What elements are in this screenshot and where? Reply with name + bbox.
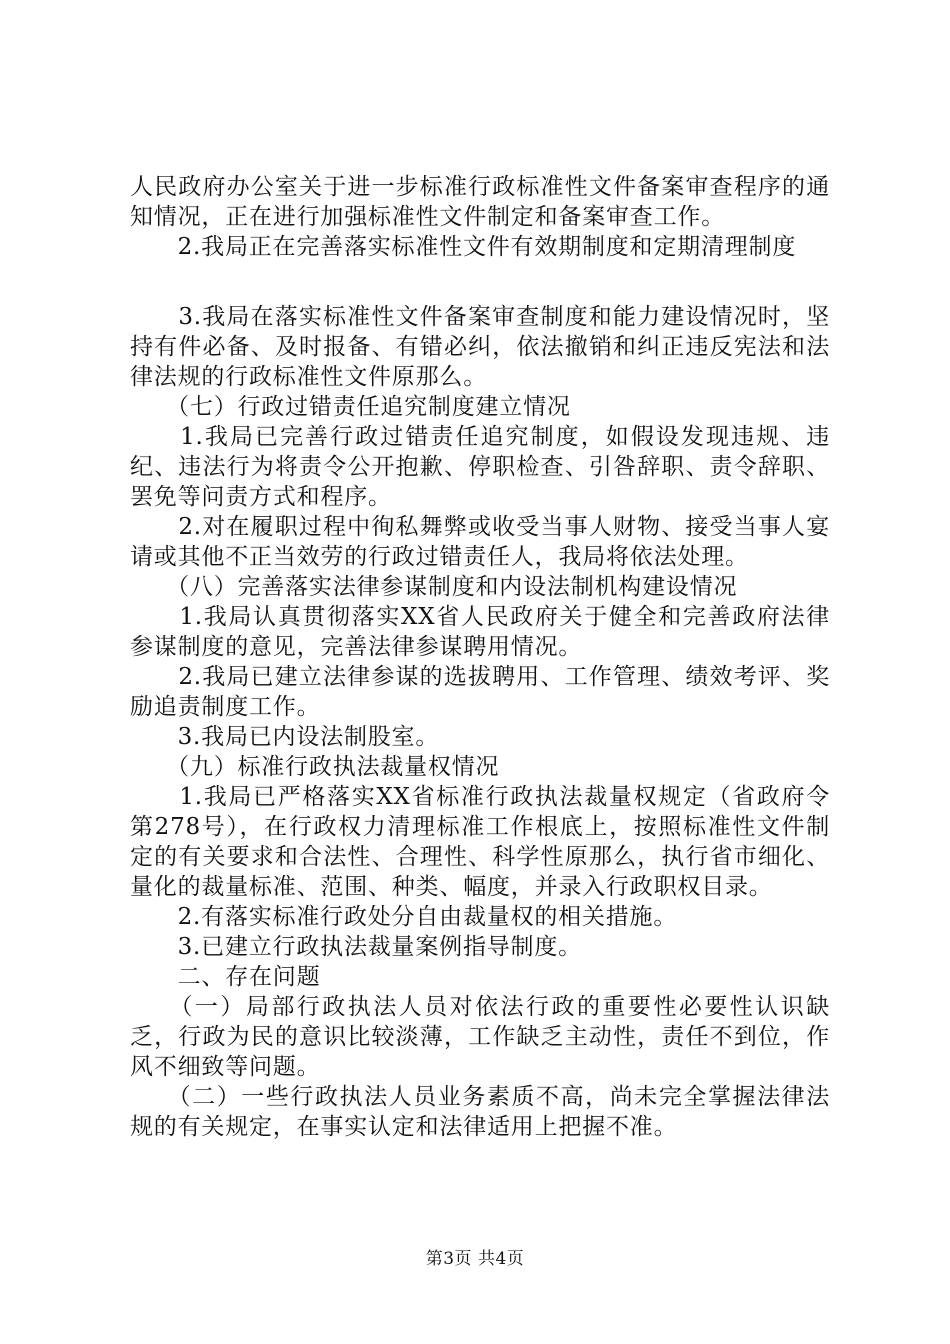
document-body (130, 172, 830, 1142)
paragraph-8-item-1: 1.我局认真贯彻落实XX省人民政府关于健全和完善政府法律参谋制度的意见，完善法律参谋聘用情况。 (130, 604, 830, 660)
paragraph-9-item-2: 2.有落实标准行政处分自由裁量权的相关措施。 (130, 904, 678, 930)
section-heading-problems: 二、存在问题 (130, 964, 321, 990)
paragraph-gap (130, 262, 830, 302)
paragraph-9-item-3: 3.已建立行政执法裁量案例指导制度。 (130, 934, 582, 960)
paragraph-8-item-2: 2.我局已建立法律参谋的选拔聘用、工作管理、绩效考评、奖励追责制度工作。 (130, 664, 830, 720)
section-heading-7: （七）行政过错责任追究制度建立情况 (130, 394, 571, 420)
page-number-footer: 第3页 共4页 (425, 1249, 525, 1269)
paragraph-item-3-filing: 3.我局在落实标准性文件备案审查制度和能力建设情况时，坚持有件必备、及时报备、有错必纠，依法撤销和纠正违反宪法和法律法规的行政标准性文件原那么。 (130, 304, 830, 390)
paragraph-problem-2: （二）一些行政执法人员业务素质不高，尚未完全掌握法律法规的有关规定，在事实认定和法律适用上把握不准。 (130, 1084, 830, 1140)
paragraph-notice-continuation: 人民政府办公室关于进一步标准行政标准性文件备案审查程序的通知情况，正在进行加强标准性文件制定和备案审查工作。 (130, 174, 830, 230)
paragraph-9-item-1: 1.我局已严格落实XX省标准行政执法裁量权规定（省政府令第278号），在行政权力清理标准工作根底上，按照标准性文件制定的有关要求和合法性、合理性、科学性原那么，执行省市细化、量化的裁量标准、范围、种类、幅度，并录入行政职权目录。 (130, 784, 830, 900)
paragraph-problem-1: （一）局部行政执法人员对依法行政的重要性必要性认识缺乏，行政为民的意识比较淡薄，工作缺乏主动性，责任不到位，作风不细致等问题。 (130, 994, 830, 1080)
section-heading-8: （八）完善落实法律参谋制度和内设法制机构建设情况 (130, 574, 738, 600)
paragraph-8-item-3: 3.我局已内设法制股室。 (130, 724, 440, 750)
paragraph-7-item-1: 1.我局已完善行政过错责任追究制度，如假设发现违规、违纪、违法行为将责令公开抱歉、停职检查、引咎辞职、责令辞职、罢免等问责方式和程序。 (130, 424, 830, 510)
paragraph-7-item-2: 2.对在履职过程中徇私舞弊或收受当事人财物、接受当事人宴请或其他不正当效劳的行政过错责任人，我局将依法处理。 (130, 514, 830, 570)
section-heading-9: （九）标准行政执法裁量权情况 (130, 754, 500, 780)
paragraph-item-2-validity: 2.我局正在完善落实标准性文件有效期制度和定期清理制度 (130, 234, 797, 260)
